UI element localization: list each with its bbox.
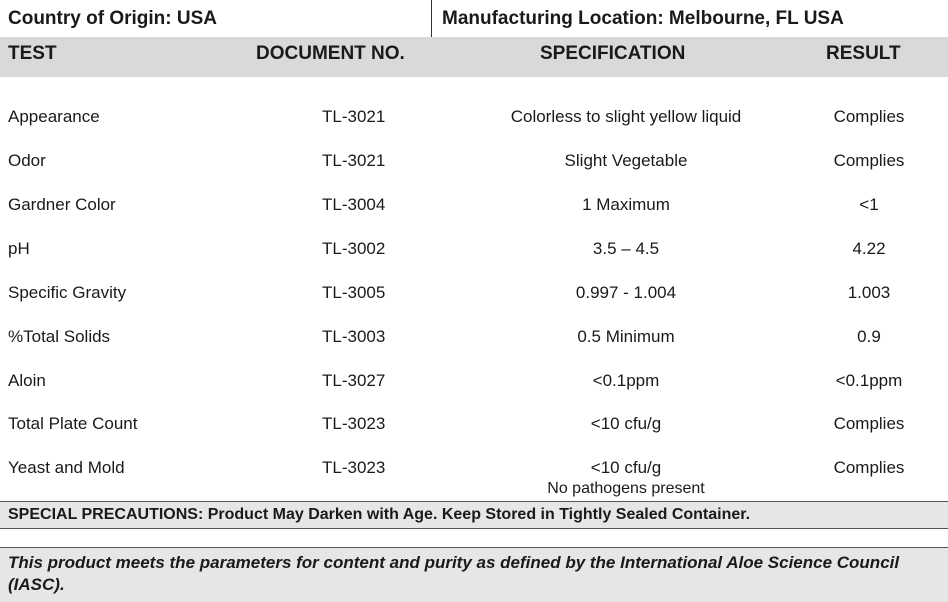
table-row — [0, 193, 948, 217]
result: Complies — [833, 107, 905, 126]
manufacturing-location: Manufacturing Location: Melbourne, FL USA — [442, 7, 844, 29]
test-name: Total Plate Count — [8, 414, 138, 433]
specification: 0.997 - 1.004 — [575, 283, 677, 302]
column-header-row — [0, 37, 948, 77]
result: 1.003 — [847, 283, 891, 302]
country-of-origin: Country of Origin: USA — [0, 0, 432, 37]
document-number: TL-3021 — [322, 151, 386, 170]
column-header-result: RESULT — [826, 43, 901, 64]
specification: <0.1ppm — [592, 371, 660, 390]
specification: <10 cfu/g — [590, 458, 662, 477]
result: Complies — [833, 414, 905, 433]
table-row — [0, 369, 948, 393]
test-name: Gardner Color — [8, 195, 116, 214]
column-header-document-no: DOCUMENT NO. — [256, 43, 405, 64]
result: Complies — [833, 458, 905, 477]
result: 4.22 — [852, 239, 886, 258]
table-row — [0, 456, 948, 480]
test-name: %Total Solids — [8, 327, 111, 346]
result: <1 — [859, 195, 879, 214]
document-number: TL-3002 — [322, 239, 386, 258]
table-row — [0, 237, 948, 261]
test-name: Odor — [8, 151, 46, 170]
document-number: TL-3027 — [322, 371, 386, 390]
specification: Colorless to slight yellow liquid — [510, 107, 742, 126]
document-number: TL-3021 — [322, 107, 386, 126]
table-row — [0, 149, 948, 173]
specification: 3.5 – 4.5 — [592, 239, 660, 258]
table-row — [0, 325, 948, 349]
document-number: TL-3023 — [322, 414, 386, 433]
result: <0.1ppm — [835, 371, 903, 390]
yeast-mold-note: No pathogens present — [547, 480, 705, 497]
table-row — [0, 412, 948, 436]
result: 0.9 — [857, 327, 881, 346]
test-name: Appearance — [8, 107, 100, 126]
specification: 1 Maximum — [582, 195, 670, 214]
document-number: TL-3023 — [322, 458, 386, 477]
divider — [0, 529, 948, 548]
table-row — [0, 105, 948, 129]
document-number: TL-3004 — [322, 195, 386, 214]
specification: Slight Vegetable — [564, 151, 688, 170]
document-number: TL-3005 — [322, 283, 386, 302]
test-name: Aloin — [8, 371, 46, 390]
specification: 0.5 Minimum — [577, 327, 675, 346]
test-name: Yeast and Mold — [8, 458, 125, 477]
column-header-test: TEST — [8, 43, 57, 64]
special-precautions: SPECIAL PRECAUTIONS: Product May Darken with Age. Keep Stored in Tightly Sealed Container. — [0, 501, 948, 529]
result: Complies — [833, 151, 905, 170]
test-name: pH — [8, 239, 30, 258]
document-number: TL-3003 — [322, 327, 386, 346]
table-row — [0, 281, 948, 305]
iasc-statement: This product meets the parameters for content and purity as defined by the International Aloe Science Council (IASC). — [0, 548, 948, 602]
test-name: Specific Gravity — [8, 283, 127, 302]
header-bar — [0, 0, 948, 38]
column-header-specification: SPECIFICATION — [540, 43, 686, 64]
specification: <10 cfu/g — [590, 414, 662, 433]
